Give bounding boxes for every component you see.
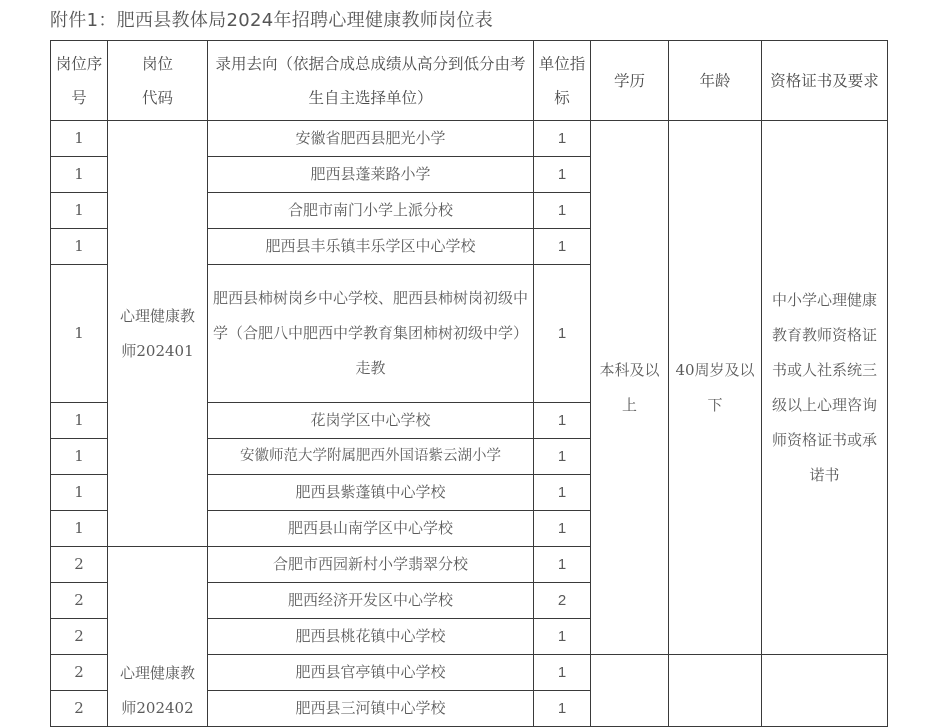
quota-cell: 1 [534,157,591,193]
header-code: 岗位代码 [108,41,208,121]
quota-cell: 1 [534,691,591,727]
seq-cell: 2 [51,691,108,727]
destination-cell: 肥西县三河镇中心学校 [208,691,534,727]
seq-cell: 1 [51,229,108,265]
age-cell: 40周岁及以下 [669,121,762,655]
seq-cell: 1 [51,511,108,547]
header-education: 学历 [591,41,669,121]
quota-cell: 1 [534,121,591,157]
destination-cell: 肥西县桃花镇中心学校 [208,619,534,655]
header-seq: 岗位序号 [51,41,108,121]
quota-cell: 1 [534,547,591,583]
quota-cell: 1 [534,193,591,229]
quota-cell: 1 [534,619,591,655]
header-age: 年龄 [669,41,762,121]
destination-cell: 花岗学区中心学校 [208,403,534,439]
position-code-cell: 心理健康教师202401 [108,121,208,547]
destination-cell: 肥西县紫蓬镇中心学校 [208,475,534,511]
quota-cell: 1 [534,655,591,691]
seq-cell: 1 [51,403,108,439]
destination-cell: 合肥市西园新村小学翡翠分校 [208,547,534,583]
position-code-cell: 心理健康教师202402 [108,547,208,727]
seq-cell: 1 [51,193,108,229]
seq-cell: 1 [51,475,108,511]
seq-cell: 2 [51,619,108,655]
destination-cell: 合肥市南门小学上派分校 [208,193,534,229]
destination-cell: 肥西县官亭镇中心学校 [208,655,534,691]
destination-cell: 肥西县柿树岗乡中心学校、肥西县柿树岗初级中学（合肥八中肥西中学教育集团柿树初级中学）走教 [208,265,534,403]
destination-cell: 安徽师范大学附属肥西外国语紫云湖小学 [208,439,534,475]
table-row [51,121,888,157]
education-cell: 本科及以上 [591,121,669,655]
seq-cell: 2 [51,655,108,691]
certificate-cell: 中小学心理健康教育教师资格证书或人社系统三级以上心理咨询师资格证书或承诺书 [762,121,888,655]
seq-cell: 2 [51,547,108,583]
header-destination: 录用去向（依据合成总成绩从高分到低分由考生自主选择单位） [208,41,534,121]
recruitment-table [50,40,888,727]
document-title: 附件1：肥西县教体局2024年招聘心理健康教师岗位表 [50,10,494,31]
destination-cell: 肥西县丰乐镇丰乐学区中心学校 [208,229,534,265]
seq-cell: 1 [51,121,108,157]
destination-cell: 肥西县蓬莱路小学 [208,157,534,193]
header-certificate: 资格证书及要求 [762,41,888,121]
seq-cell: 1 [51,439,108,475]
seq-cell: 2 [51,583,108,619]
quota-cell: 1 [534,229,591,265]
seq-cell: 1 [51,265,108,403]
seq-cell: 1 [51,157,108,193]
quota-cell: 1 [534,475,591,511]
quota-cell: 1 [534,511,591,547]
quota-cell: 1 [534,439,591,475]
destination-cell: 肥西县山南学区中心学校 [208,511,534,547]
quota-cell: 1 [534,403,591,439]
header-row [51,41,888,121]
header-quota: 单位指标 [534,41,591,121]
quota-cell: 2 [534,583,591,619]
quota-cell: 1 [534,265,591,403]
destination-cell: 肥西经济开发区中心学校 [208,583,534,619]
destination-cell: 安徽省肥西县肥光小学 [208,121,534,157]
